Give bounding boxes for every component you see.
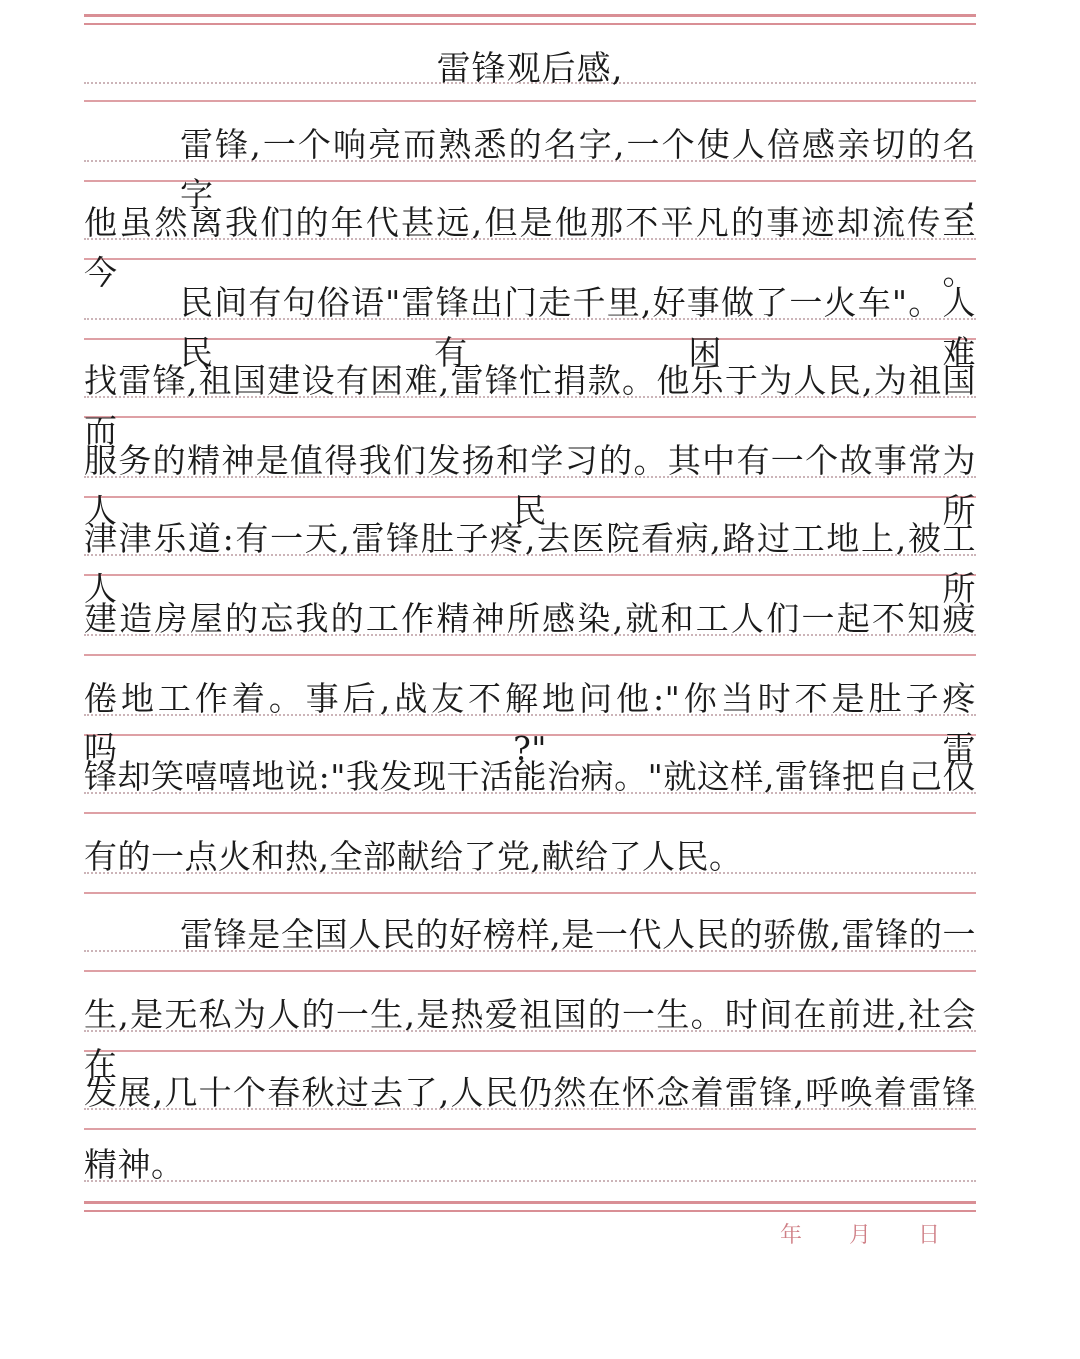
ruled-line: [84, 416, 976, 418]
text-line: 服务的精神是值得我们发扬和学习的。其中有一个故事常为人民所: [84, 441, 976, 530]
text-line: 倦地工作着。事后,战友不解地问他:"你当时不是肚子疼吗?"雷: [84, 679, 976, 768]
text-line: 雷锋是全国人民的好榜样,是一代人民的骄傲,雷锋的一: [180, 915, 976, 954]
text-line: 他虽然离我们的年代甚远,但是他那不平凡的事迹却流传至今。: [84, 203, 976, 292]
bottom-double-rule: [84, 1201, 976, 1215]
year-label: 年: [780, 1223, 803, 1248]
text-line: 有的一点火和热,全部献给了党,献给了人民。: [84, 837, 743, 876]
ruled-line: [84, 892, 976, 894]
ruled-line: [84, 654, 976, 656]
text-line: 建造房屋的忘我的工作精神所感染,就和工人们一起不知疲: [84, 599, 976, 638]
text-line: 津津乐道:有一天,雷锋肚子疼,去医院看病,路过工地上,被工人所: [84, 519, 976, 608]
day-label: 日: [917, 1223, 940, 1248]
ruled-line: [84, 1128, 976, 1130]
text-line: 精神。: [84, 1145, 185, 1184]
text-line: 找雷锋,祖国建设有困难,雷锋忙捐款。他乐于为人民,为祖国而: [84, 361, 976, 450]
ruled-line: [84, 812, 976, 814]
month-label: 月: [848, 1223, 871, 1248]
essay-title: 雷锋观后感,: [436, 49, 624, 89]
text-line: 锋却笑嘻嘻地说:"我发现干活能治病。"就这样,雷锋把自己仅: [84, 757, 976, 796]
text-line: 发展,几十个春秋过去了,人民仍然在怀念着雷锋,呼唤着雷锋: [84, 1073, 976, 1112]
date-field: [780, 1218, 940, 1252]
ruled-line: [84, 970, 976, 972]
text-line: 雷锋,一个响亮而熟悉的名字,一个使人倍感亲切的名字,: [180, 125, 976, 214]
top-double-rule: [84, 14, 976, 28]
ruled-line: [84, 1050, 976, 1052]
text-line: 生,是无私为人的一生,是热爱祖国的一生。时间在前进,社会在: [84, 995, 976, 1084]
ruled-line: [84, 100, 976, 102]
text-line: 民间有句俗语"雷锋出门走千里,好事做了一火车"。人民有困难: [180, 283, 976, 372]
